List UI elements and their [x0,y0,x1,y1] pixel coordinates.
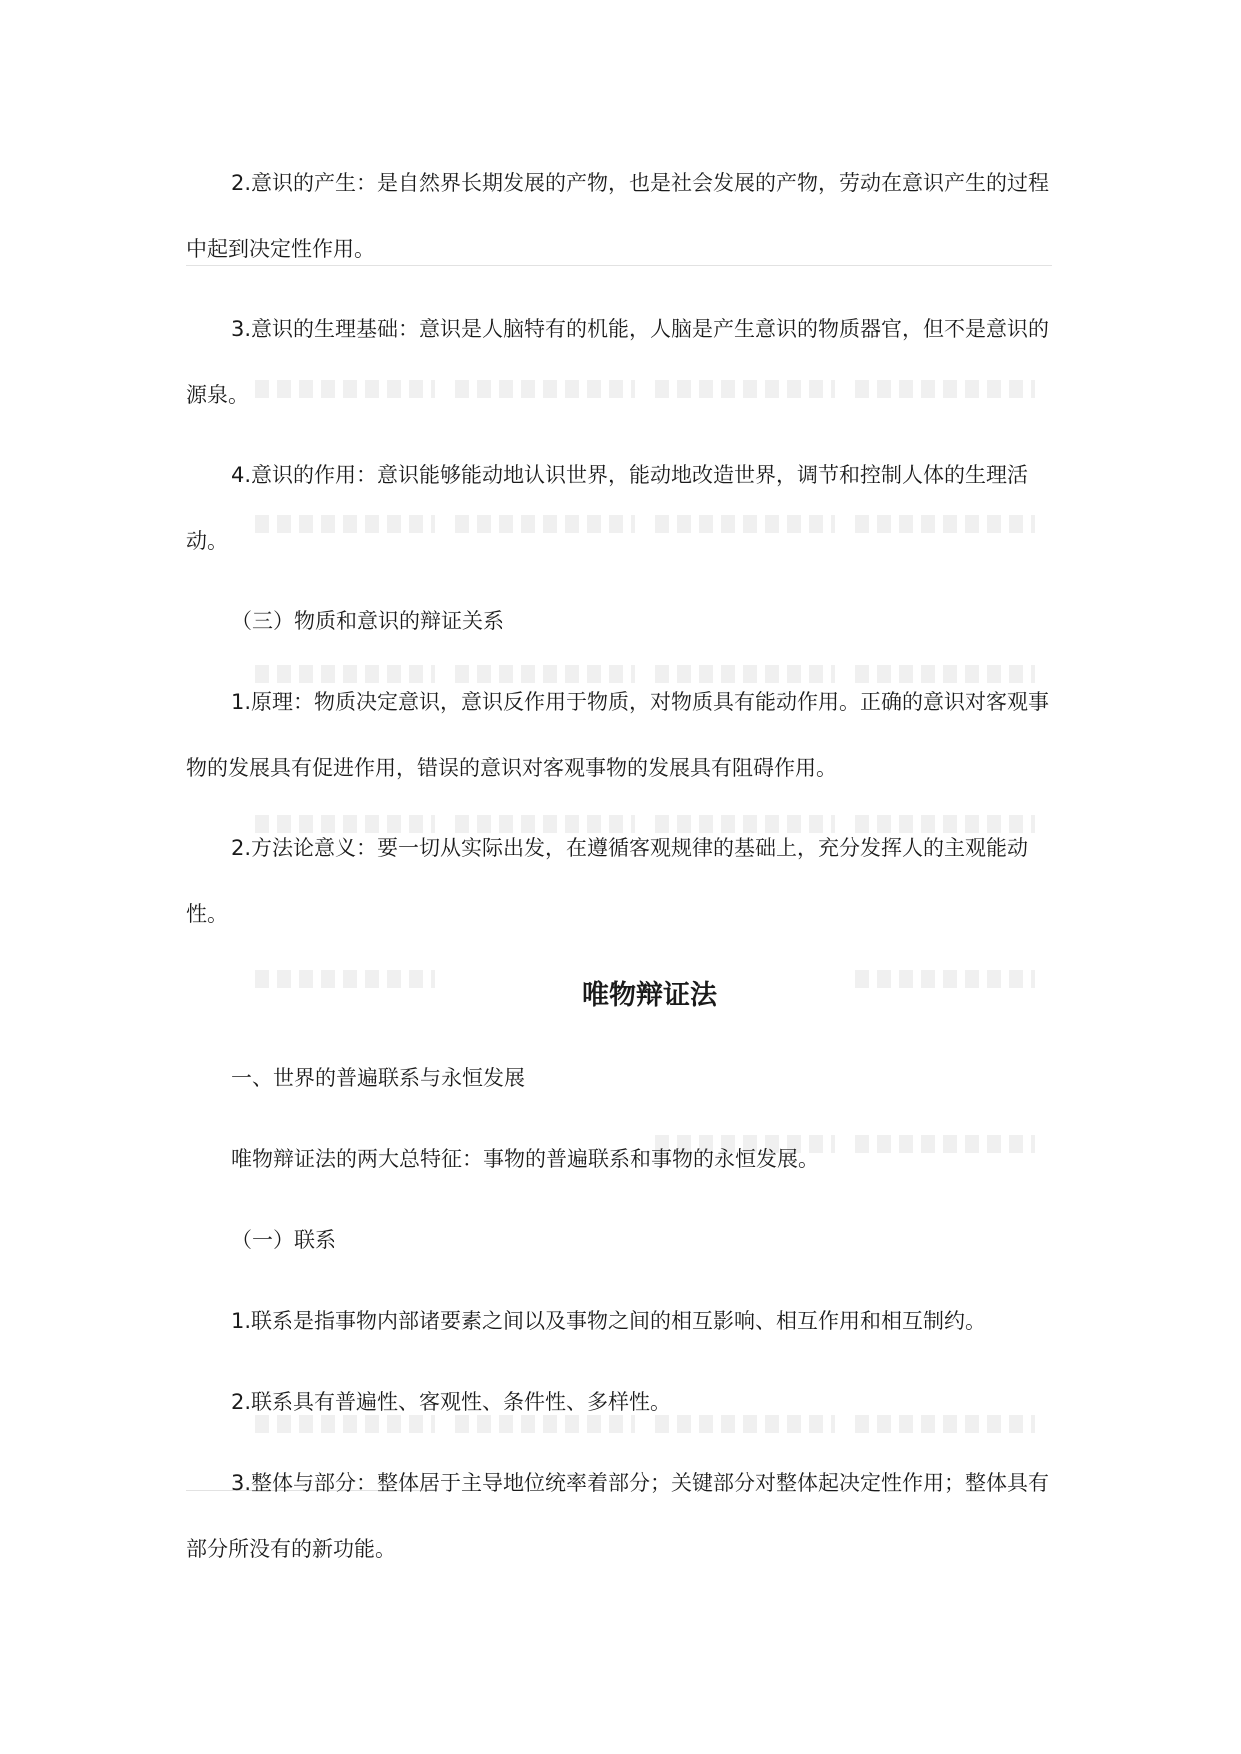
watermark [255,515,435,533]
watermark [855,970,1035,988]
subheading-universal-connection: 一、世界的普遍联系与永恒发展 [231,1066,525,1090]
watermark [255,1415,435,1433]
paragraph-connection-definition: 1.联系是指事物内部诸要素之间以及事物之间的相互影响、相互作用和相互制约。 [231,1309,987,1333]
paragraph-whole-and-part: 3.整体与部分：整体居于主导地位统率着部分；关键部分对整体起决定性作用；整体具有部分所没有的新功能。 [186,1471,1050,1561]
watermark [855,1415,1035,1433]
watermark [655,380,835,398]
watermark [855,1135,1035,1153]
watermark [855,815,1035,833]
watermark [255,665,435,683]
watermark [855,665,1035,683]
watermark [655,1135,835,1153]
paragraph-consciousness-origin: 2.意识的产生：是自然界长期发展的产物，也是社会发展的产物，劳动在意识产生的过程中起到决定性作用。 [186,171,1050,261]
subheading-dialectical-relation: （三）物质和意识的辩证关系 [231,609,504,633]
paragraph-methodology: 2.方法论意义：要一切从实际出发，在遵循客观规律的基础上，充分发挥人的主观能动性。 [186,836,1029,926]
paragraph-principle: 1.原理：物质决定意识，意识反作用于物质，对物质具有能动作用。正确的意识对客观事物的发展具有促进作用，错误的意识对客观事物的发展具有阻碍作用。 [186,690,1050,780]
watermark [455,515,635,533]
subheading-connection: （一）联系 [231,1228,336,1252]
paragraph-connection-properties: 2.联系具有普遍性、客观性、条件性、多样性。 [231,1390,672,1414]
watermark [255,970,435,988]
paragraph-physiological-basis: 3.意识的生理基础：意识是人脑特有的机能，人脑是产生意识的物质器官，但不是意识的源泉。 [186,317,1050,407]
watermark [855,380,1035,398]
watermark [855,515,1035,533]
watermark [655,1415,835,1433]
watermark [255,815,435,833]
paragraph-two-features: 唯物辩证法的两大总特征：事物的普遍联系和事物的永恒发展。 [231,1147,819,1171]
section-title: 唯物辩证法 [582,980,717,1011]
watermark [455,1415,635,1433]
watermark [655,665,835,683]
watermark [655,515,835,533]
watermark [655,815,835,833]
watermark [455,815,635,833]
watermark [255,380,435,398]
divider-line [186,265,1052,266]
watermark [455,665,635,683]
paragraph-consciousness-role: 4.意识的作用：意识能够能动地认识世界，能动地改造世界，调节和控制人体的生理活动。 [186,463,1029,553]
watermark [455,380,635,398]
